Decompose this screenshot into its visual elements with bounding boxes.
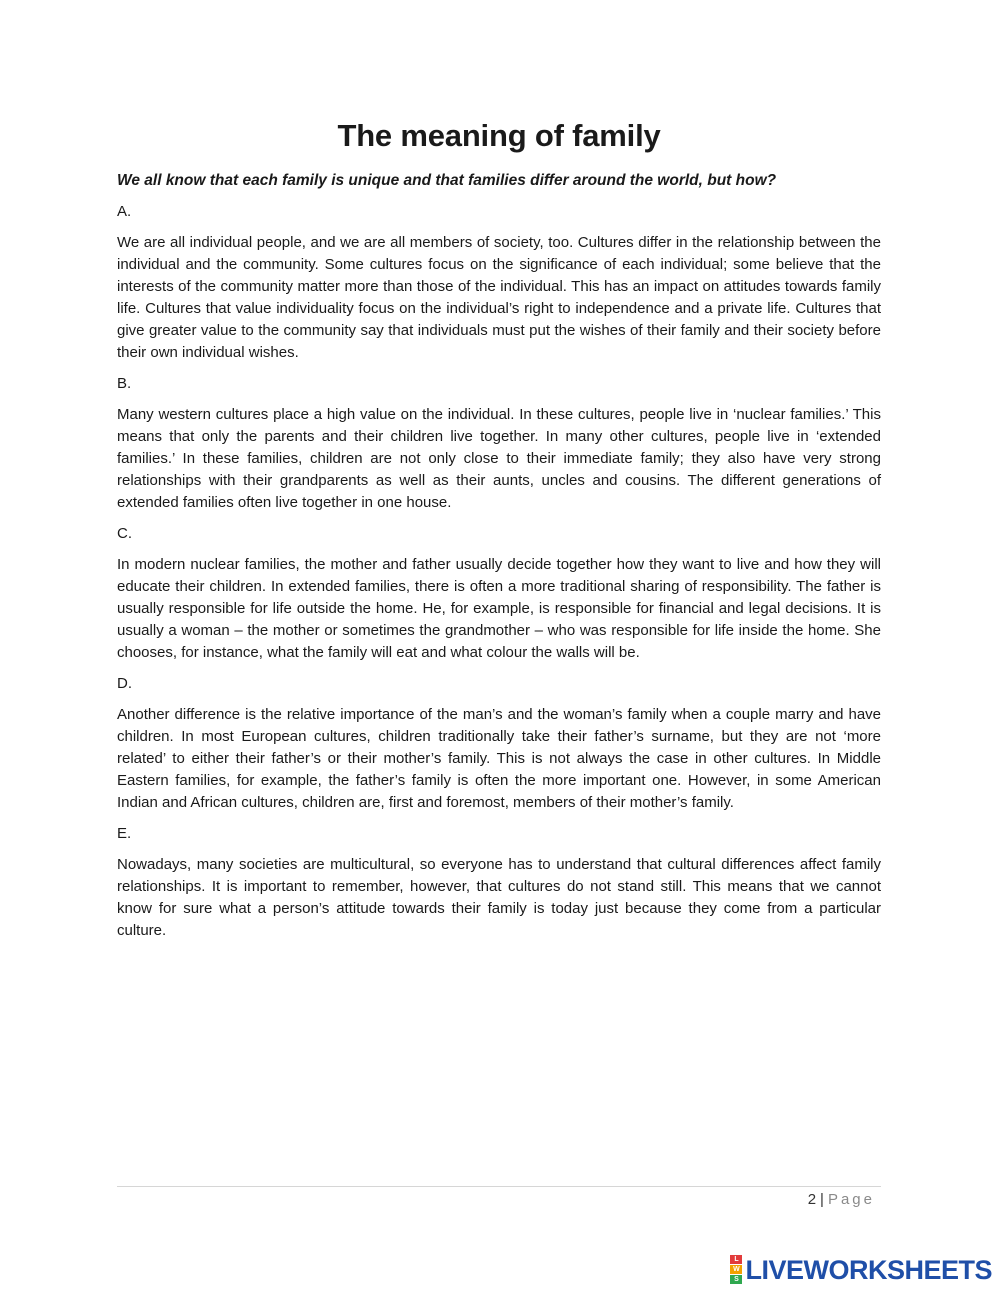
page-number-value: 2: [807, 1191, 817, 1208]
logo-block-icon: S: [730, 1275, 742, 1284]
section-label: C.: [117, 525, 132, 542]
section-c: [117, 525, 881, 664]
section-label: E.: [117, 825, 132, 842]
document-page: [117, 118, 881, 953]
liveworksheets-icon: [730, 1255, 742, 1285]
page-title: The meaning of family: [337, 118, 661, 153]
section-paragraph: Nowadays, many societies are multicultural, so everyone has to understand that cultural differences affect family relationships. It is important to remember, however, that cultures do not stand still. This means that we cannot know for sure what a person’s attitude towards their family is today just because they come from a particular culture.: [117, 856, 881, 939]
page-subtitle: We all know that each family is unique and that families differ around the world, but how?: [117, 172, 777, 189]
section-paragraph: In modern nuclear families, the mother and father usually decide together how they want to live and how they will educate their children. In extended families, there is often a more traditional sharing of responsibility. The father is usually responsible for life outside the home. He, for example, is responsible for financial and legal decisions. It is usually a woman – the mother or sometimes the grandmother – who was responsible for life inside the home. She chooses, for instance, what the family will eat and what colour the walls will be.: [117, 556, 881, 661]
section-paragraph: Many western cultures place a high value on the individual. In these cultures, people live in ‘nuclear families.’ This means that only the parents and their children live together. In many other cultures, people live in ‘extended families.’ In these families, children are not only close to their immediate family; they also have very strong relationships with their grandparents as well as their aunts, uncles and cousins. The different generations of extended families often live together in one house.: [117, 406, 881, 511]
page-number: [808, 1191, 875, 1208]
footer-divider: [117, 1186, 881, 1187]
section-b: [117, 375, 881, 514]
section-label: A.: [117, 203, 132, 220]
page-number-separator: |: [820, 1191, 824, 1208]
section-a: [117, 203, 881, 364]
brand-name: LIVEWORKSHEETS: [745, 1254, 992, 1285]
page-word: Page: [827, 1191, 875, 1208]
section-paragraph: Another difference is the relative importance of the man’s and the woman’s family when a couple marry and have children. In most European cultures, children traditionally take their father’s surname, but they are not ‘more related’ to either their father’s or their mother’s family. This is not always the case in other cultures. In Middle Eastern families, for example, the father’s family is often the more important one. However, in some American Indian and African cultures, children are, first and foremost, members of their mother’s family.: [117, 706, 881, 811]
logo-block-icon: W: [730, 1265, 742, 1274]
section-label: B.: [117, 375, 132, 392]
logo-block-icon: L: [730, 1255, 742, 1264]
section-paragraph: We are all individual people, and we are all members of society, too. Cultures differ in the relationship between the individual and the community. Some cultures focus on the significance of each individual; some believe that the interests of the community matter more than those of the individual. This has an impact on attitudes towards family life. Cultures that value individuality focus on the individual’s right to independence and a private life. Cultures that give greater value to the community say that individuals must put the wishes of their family and their society before their own individual wishes.: [117, 234, 881, 361]
section-e: [117, 825, 881, 942]
section-label: D.: [117, 675, 132, 692]
section-d: [117, 675, 881, 814]
liveworksheets-logo[interactable]: [730, 1254, 992, 1286]
